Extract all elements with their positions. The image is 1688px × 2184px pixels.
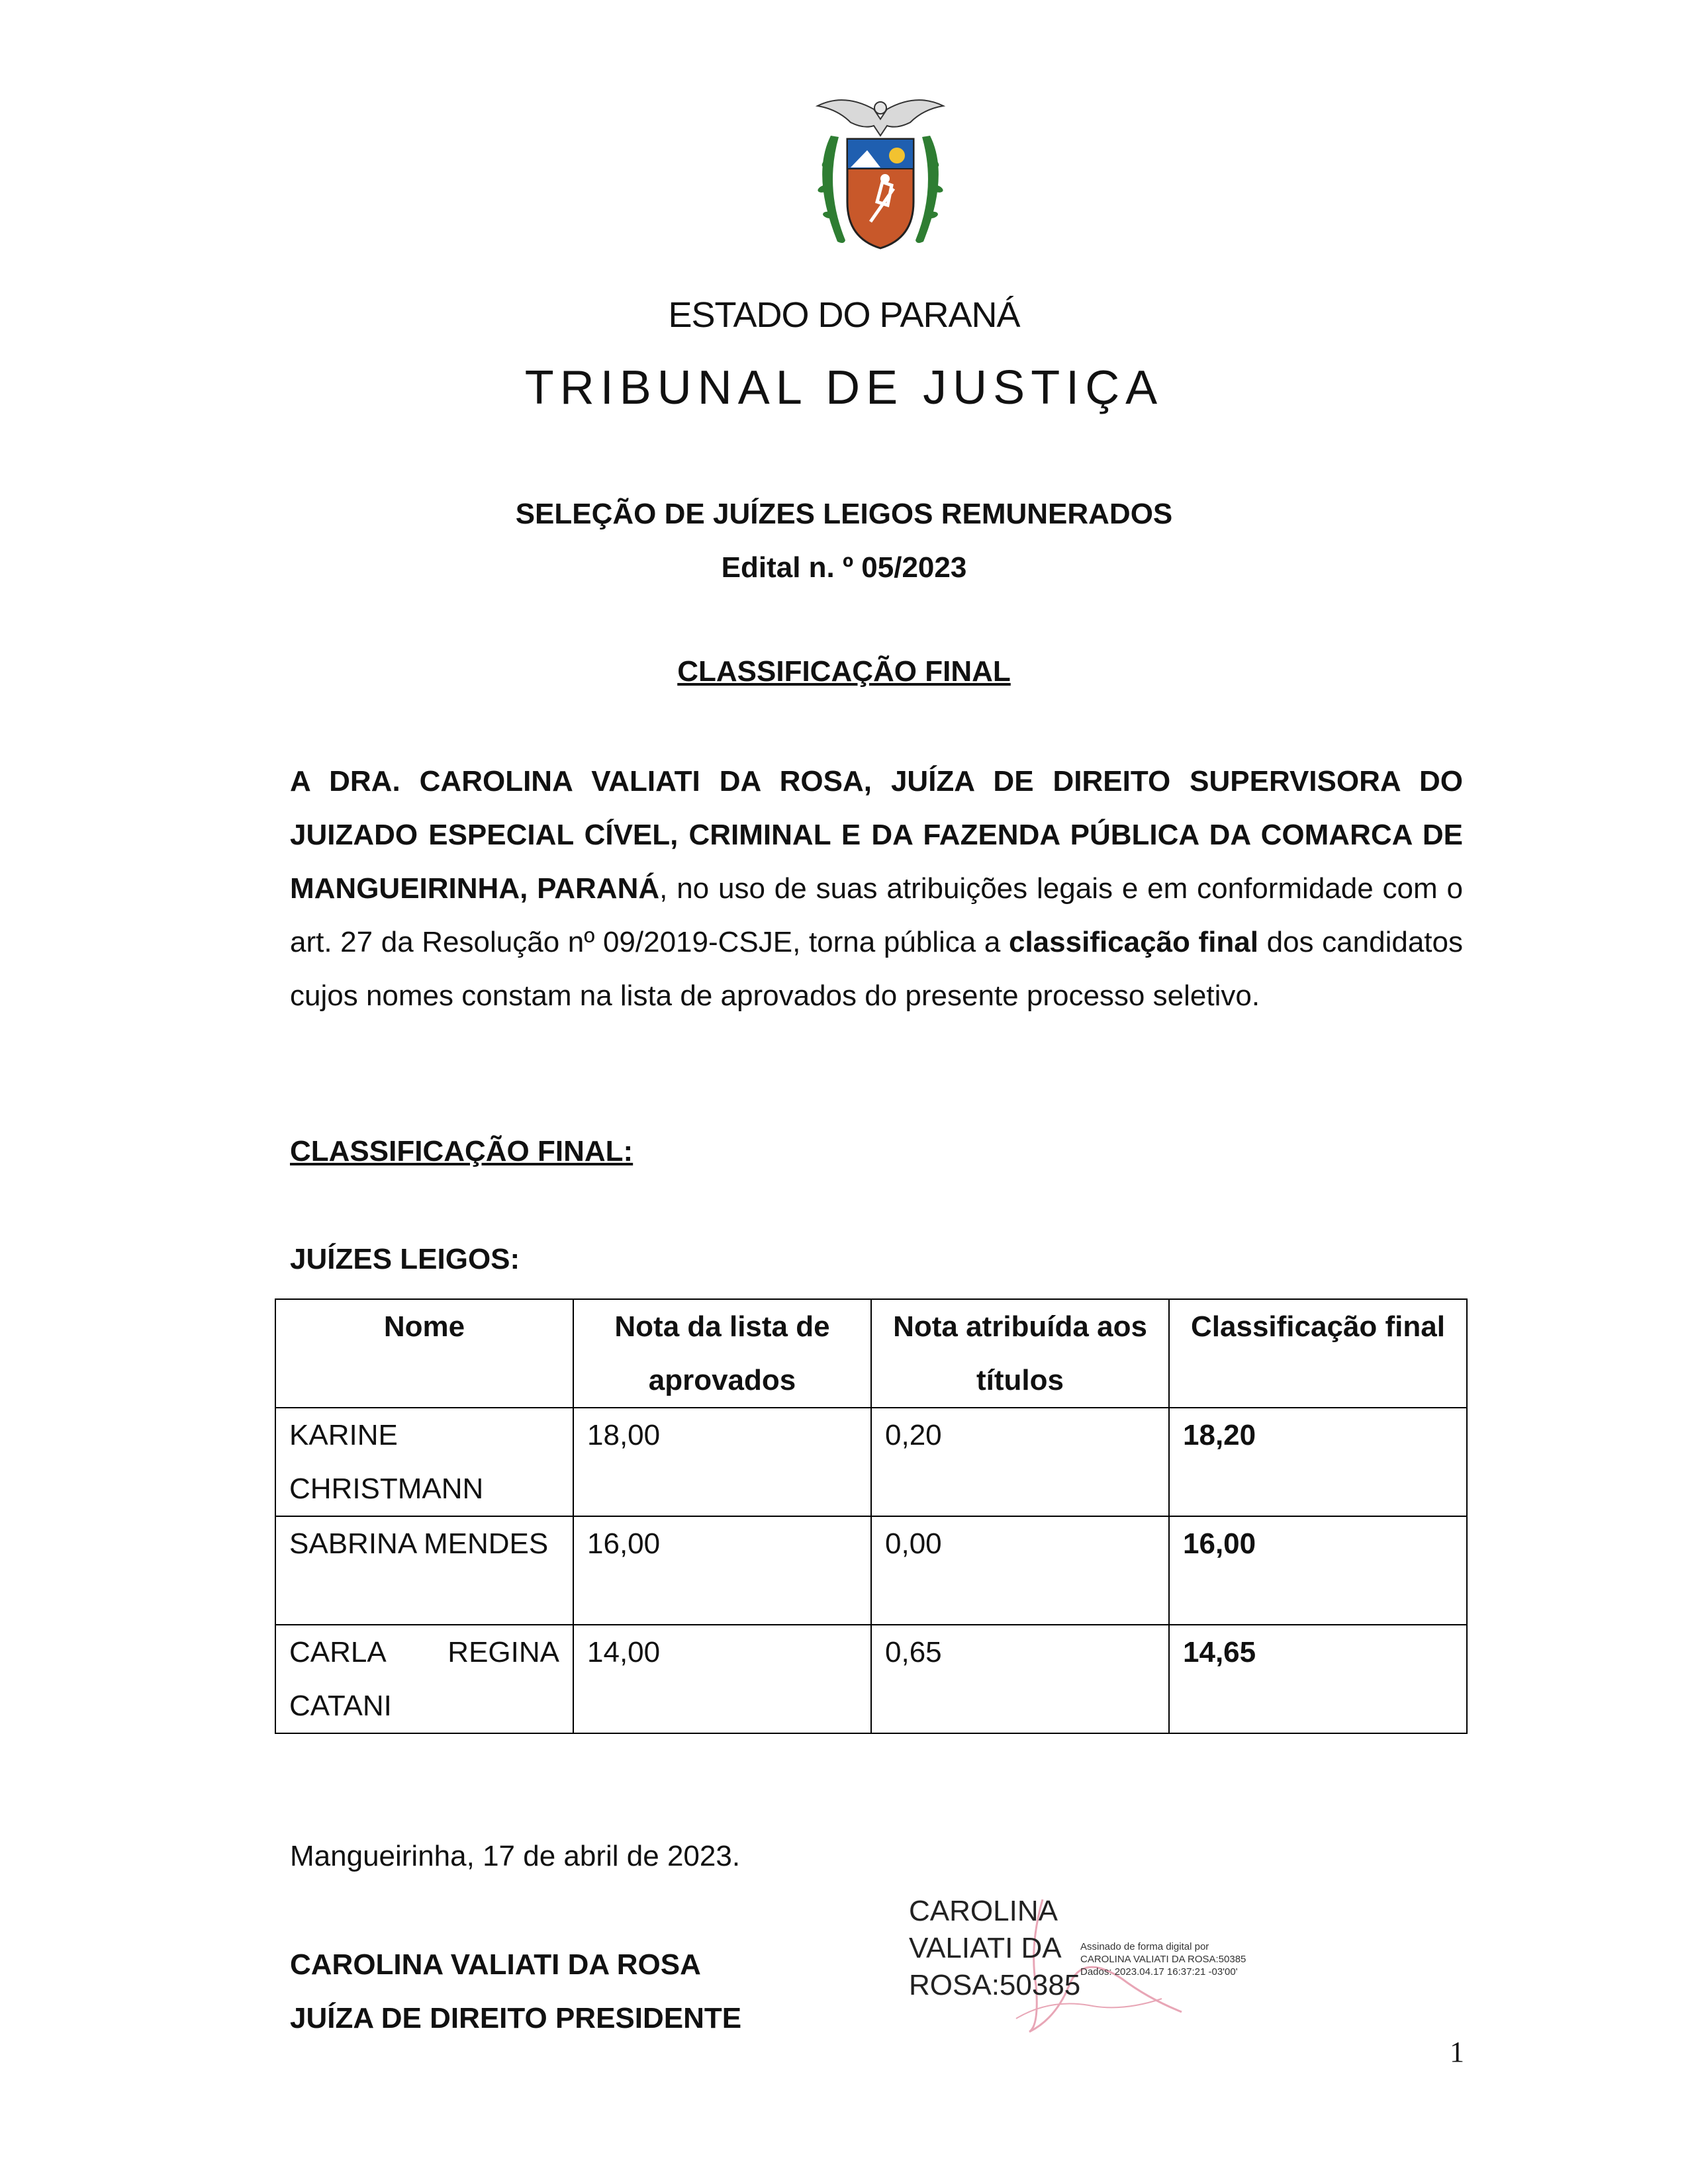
header-list-score: Nota da lista de aprovados: [573, 1299, 871, 1408]
cell-list-score: 16,00: [573, 1516, 871, 1625]
shield-icon: [847, 139, 914, 248]
cell-list-score: 18,00: [573, 1408, 871, 1516]
digital-signature-line-2: CAROLINA VALIATI DA ROSA:50385: [1080, 1954, 1246, 1965]
cell-final: 16,00: [1169, 1516, 1467, 1625]
cell-titles-score: 0,65: [871, 1625, 1169, 1733]
subsection-title: JUÍZES LEIGOS:: [290, 1243, 520, 1275]
table-row: [275, 1516, 1467, 1625]
cell-titles-score: 0,00: [871, 1516, 1169, 1625]
digital-signature-line-3: Dados: 2023.04.17 16:37:21 -03'00': [1080, 1966, 1238, 1978]
table-row: [275, 1625, 1467, 1733]
cell-final: 14,65: [1169, 1625, 1467, 1733]
cell-titles-score: 0,20: [871, 1408, 1169, 1516]
body-lead-bold: A DRA. CAROLINA VALIATI DA ROSA, JUÍZA DE DIREITO SUPERVISORA DO JUIZADO ESPECIAL CÍVEL, CRIMINAL E DA FAZENDA PÚBLICA DA COMARCA DE MANGUEIRINHA, PARANÁ: [290, 765, 1463, 905]
state-name: ESTADO DO PARANÁ: [668, 295, 1020, 335]
classification-heading: CLASSIFICAÇÃO FINAL: [677, 655, 1011, 688]
cell-name: KARINE CHRISTMANN: [275, 1408, 573, 1516]
body-text-2: dos candidatos cujos nomes constam na lista de aprovados do presente processo seletivo.: [290, 926, 1463, 1012]
body-paragraph: [290, 754, 1463, 1023]
digital-signature-line-1: Assinado de forma digital por: [1080, 1941, 1209, 1952]
results-table: [275, 1298, 1468, 1734]
header-final: Classificação final: [1169, 1299, 1467, 1408]
table-header-row: [275, 1299, 1467, 1408]
cell-final: 18,20: [1169, 1408, 1467, 1516]
digital-signature-name: CAROLINA VALIATI DA ROSA:50385: [909, 1895, 1081, 2001]
place-date: Mangueirinha, 17 de abril de 2023.: [290, 1840, 741, 1872]
coat-of-arms-emblem: [804, 89, 957, 261]
eagle-icon: [818, 100, 943, 136]
table-row: [275, 1408, 1467, 1516]
section-title: CLASSIFICAÇÃO FINAL:: [290, 1135, 633, 1167]
page-number: 1: [1450, 2036, 1464, 2068]
signer-name: CAROLINA VALIATI DA ROSA: [290, 1948, 701, 1981]
cell-list-score: 14,00: [573, 1625, 871, 1733]
selection-title: SELEÇÃO DE JUÍZES LEIGOS REMUNERADOS: [515, 498, 1173, 530]
header-name: Nome: [275, 1299, 573, 1408]
signer-role: JUÍZA DE DIREITO PRESIDENTE: [290, 2002, 742, 2034]
cell-name: SABRINA MENDES: [275, 1516, 573, 1625]
cell-name: CARLA REGINA CATANI: [275, 1625, 573, 1733]
digital-signature-details: [1080, 1940, 1246, 1978]
edital-number: Edital n. º 05/2023: [721, 551, 967, 584]
body-bold-2: classificação final: [1008, 926, 1258, 958]
court-name: TRIBUNAL DE JUSTIÇA: [524, 361, 1164, 414]
signer-block: [290, 1938, 741, 2045]
body-text-1: , no uso de suas atribuições legais e em conformidade com o art. 27 da Resolução nº 09/2019-CSJE, torna pública a: [290, 872, 1463, 958]
header-titles-score: Nota atribuída aos títulos: [871, 1299, 1169, 1408]
